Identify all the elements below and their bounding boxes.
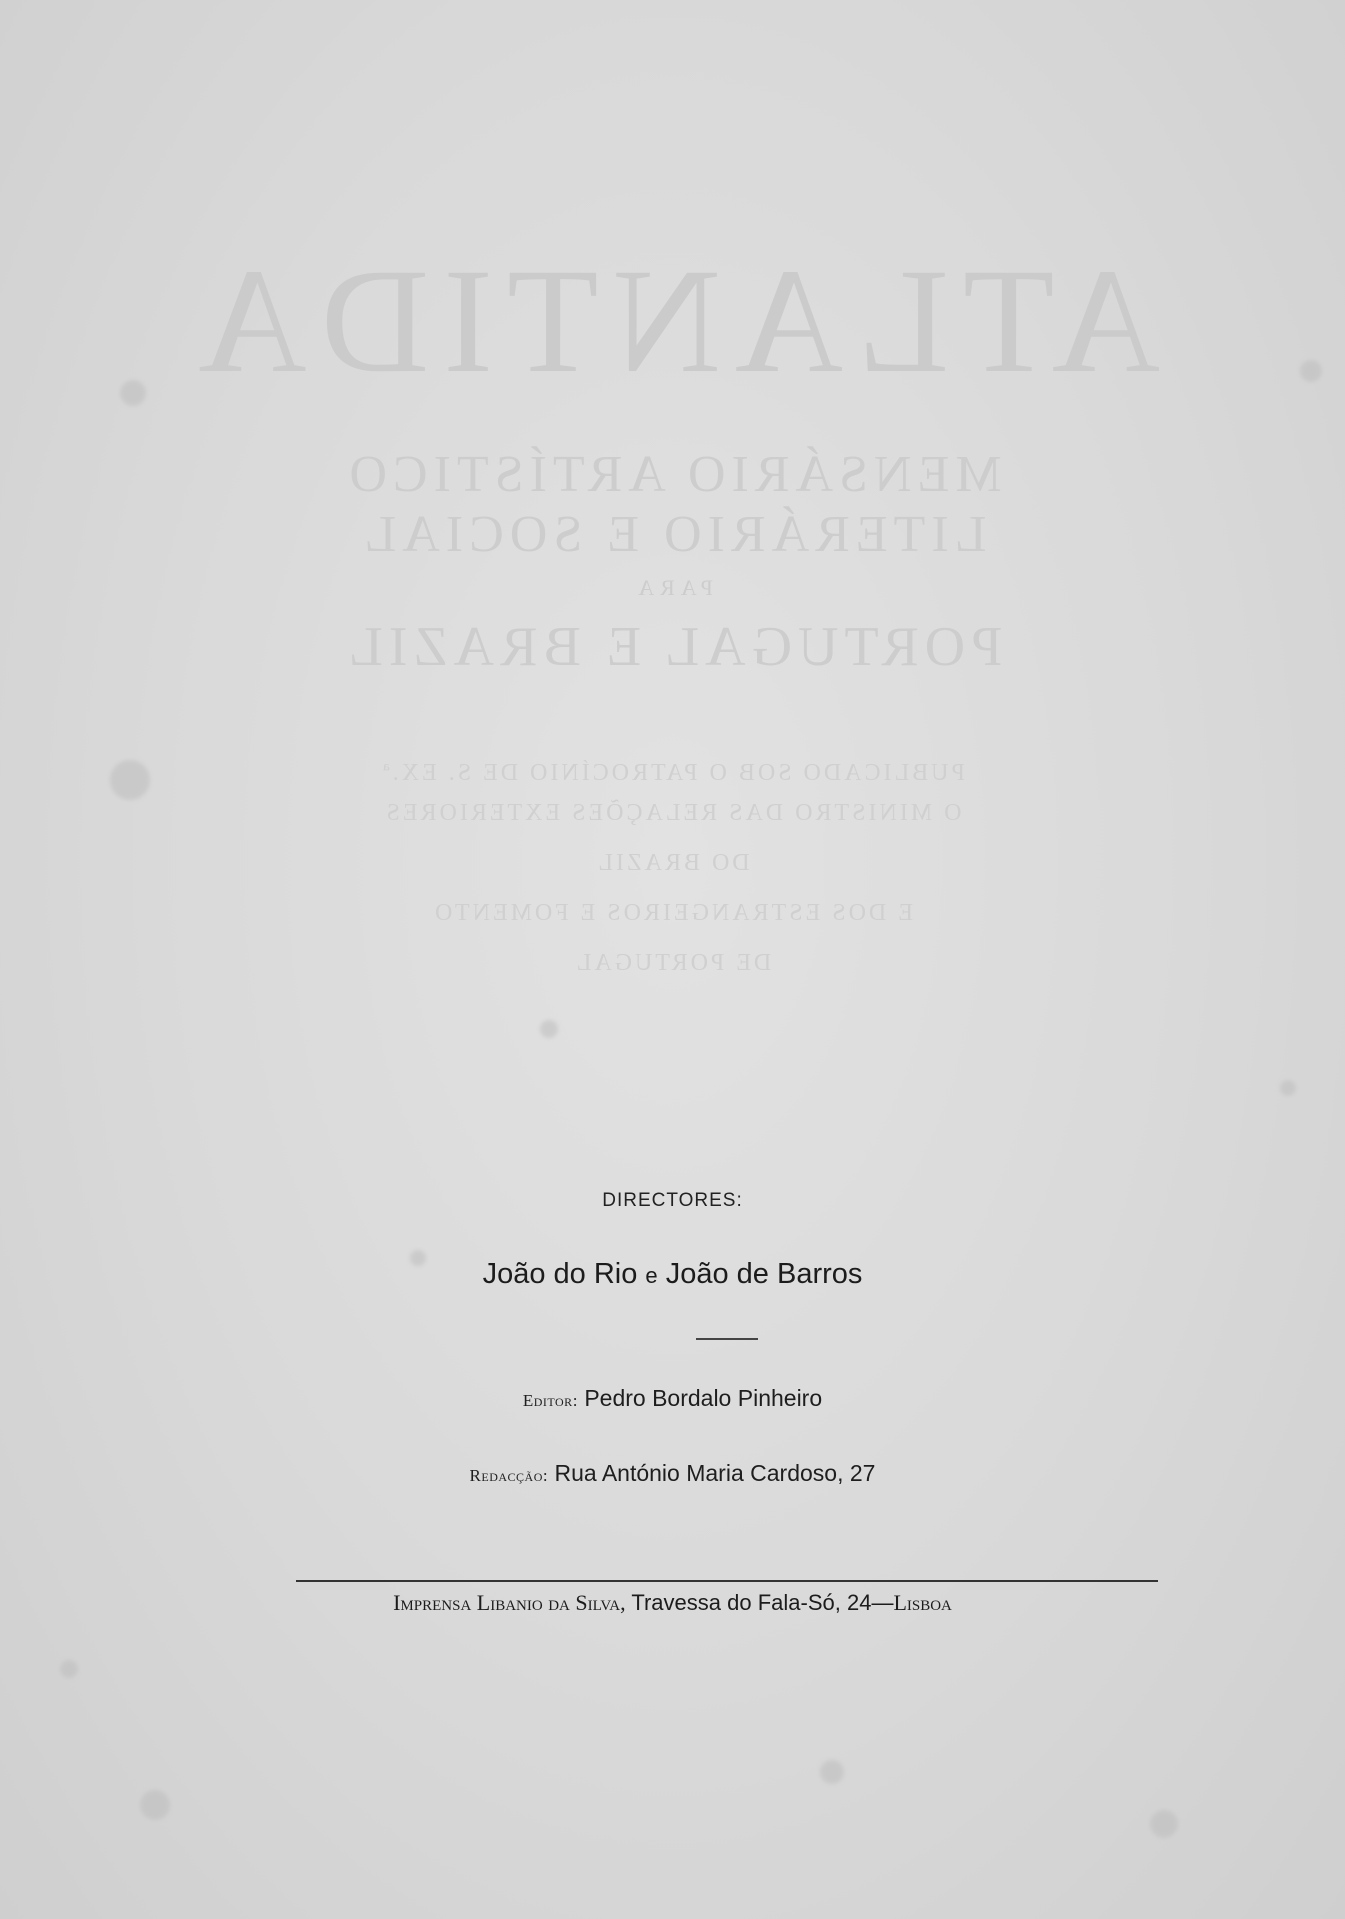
directores-conjunction: e [645, 1263, 658, 1288]
bleed-through-small: PUBLICADO SOB O PATROCÍNIO DE S. EX.ª [380, 760, 965, 786]
paper-speck [110, 760, 150, 800]
paper-speck [1280, 1080, 1296, 1096]
paper-speck [540, 1020, 558, 1038]
editor-label: Editor: [522, 1391, 578, 1410]
paper-speck [140, 1790, 170, 1820]
imprint-divider [296, 1580, 1158, 1582]
paper-speck [120, 380, 146, 406]
redaccao-label: Redacção: [469, 1466, 549, 1485]
bleed-through-line: PARA [632, 575, 713, 600]
paper-speck [1150, 1810, 1178, 1838]
bleed-through-line: LITERÁRIO E SOCIAL [358, 506, 987, 563]
paper-speck [1300, 360, 1322, 382]
bleed-through-line: PORTUGAL E BRAZIL [342, 616, 1003, 678]
editor-line [0, 1385, 1345, 1412]
editor-value: Pedro Bordalo Pinheiro [584, 1385, 823, 1411]
director-name: João do Rio [482, 1258, 638, 1290]
bleed-through-small: DO BRAZIL [595, 850, 750, 876]
paper-speck [820, 1760, 844, 1784]
short-divider [696, 1338, 758, 1340]
imprint-line [0, 1590, 1345, 1616]
imprint-address: Travessa do Fala-Só, 24 [631, 1590, 872, 1615]
director-name: João de Barros [665, 1258, 863, 1290]
redaccao-value: Rua António Maria Cardoso, 27 [554, 1460, 876, 1486]
bleed-through-title: ATLANTIDA [184, 238, 1161, 404]
bleed-through-line: MENSÁRIO ARTÍSTICO [343, 446, 1002, 503]
bleed-through-small: DE PORTUGAL [573, 950, 772, 976]
directores-label: DIRECTORES: [602, 1190, 743, 1211]
bleed-through-small: O MINISTRO DAS RELAÇÕES EXTERIORES [383, 800, 962, 826]
bleed-through-small: E DOS ESTRANGEIROS E FOMENTO [432, 900, 913, 926]
directores-names [0, 1258, 1345, 1291]
paper-speck [60, 1660, 78, 1678]
imprint-printer: Imprensa Libanio da Silva, [393, 1590, 626, 1615]
imprint-city: Lisboa [893, 1590, 952, 1615]
imprint-dash: — [871, 1590, 894, 1615]
redaccao-line [0, 1460, 1345, 1487]
